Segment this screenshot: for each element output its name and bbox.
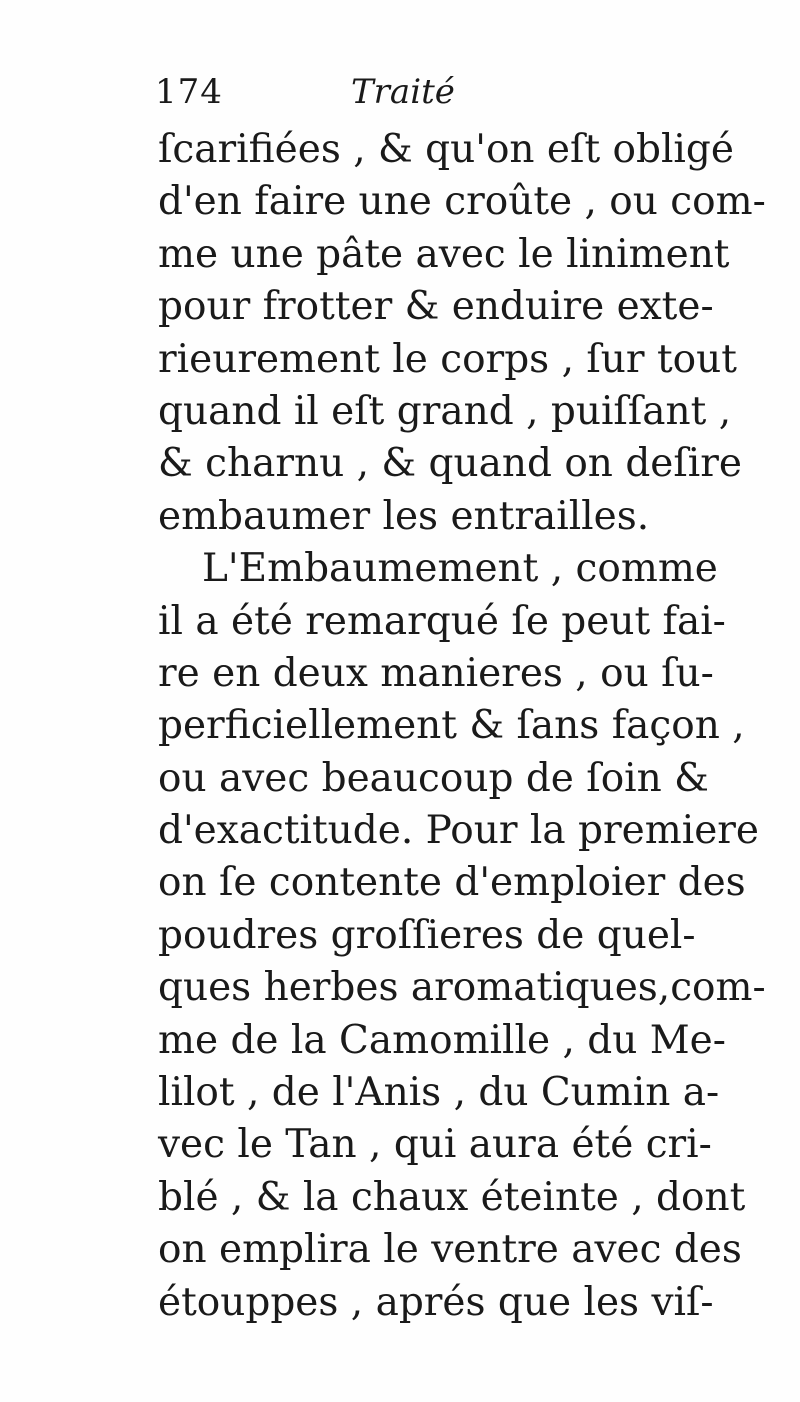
text-line: on emplira le ventre avec des	[158, 1227, 742, 1273]
paragraph-end-line: embaumer les entrailles.	[158, 493, 650, 539]
text-line: pour frotter & enduire exte-	[158, 284, 714, 330]
text-line: re en deux manieres , ou ſu-	[158, 650, 714, 696]
running-title: Traité	[351, 72, 455, 112]
text-line: & charnu , & quand on deſire	[158, 441, 742, 487]
text-line: ſcarifiées , & qu'on eſt obligé	[158, 127, 734, 172]
text-line: ques herbes aromatiques,com-	[158, 965, 766, 1011]
text-line: me une pâte avec le liniment	[158, 231, 730, 277]
text-line: ou avec beaucoup de ſoin &	[158, 755, 709, 801]
text-line: poudres groſſieres de quel-	[158, 912, 696, 958]
text-line: étouppes , aprés que les viſ-	[158, 1279, 714, 1325]
text-line: blé , & la chaux éteinte , dont	[158, 1174, 746, 1220]
text-line: d'exactitude. Pour la premiere	[158, 808, 759, 854]
text-line: rieurement le corps , ſur tout	[158, 336, 737, 382]
text-line: d'en faire une croûte , ou com-	[158, 179, 766, 225]
text-line: quand il eſt grand , puiſſant ,	[158, 388, 732, 434]
text-line: perficiellement & ſans façon ,	[158, 703, 745, 749]
text-line: il a été remarqué ſe peut fai-	[158, 598, 726, 644]
text-line: me de la Camomille , du Me-	[158, 1017, 726, 1063]
body-text	[158, 124, 766, 1329]
paragraph-start-line: L'Embaumement , comme	[202, 546, 718, 592]
running-head	[155, 72, 675, 122]
text-line: vec le Tan , qui aura été cri-	[158, 1122, 712, 1168]
text-line: on ſe contente d'emploier des	[158, 860, 746, 906]
text-line: lilot , de l'Anis , du Cumin a-	[158, 1070, 720, 1116]
page-number: 174	[155, 72, 223, 112]
